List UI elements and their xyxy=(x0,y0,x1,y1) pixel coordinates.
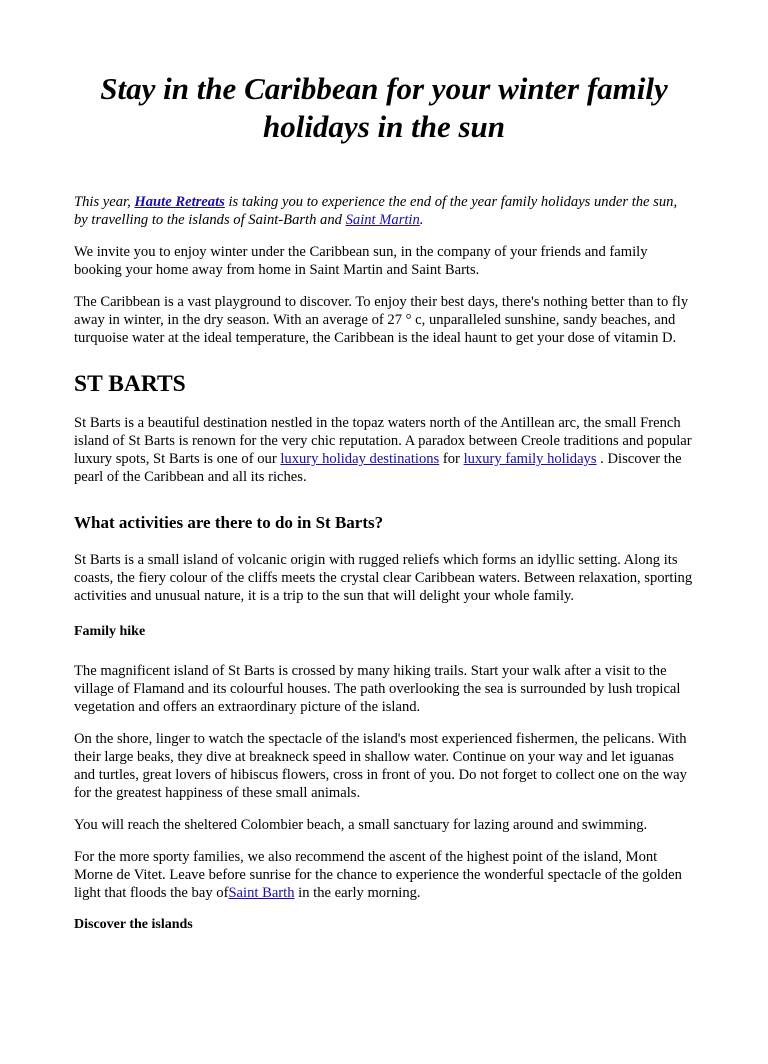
saint-martin-link[interactable]: Saint Martin xyxy=(345,212,420,228)
st-barts-text-middle: for xyxy=(439,451,464,467)
luxury-family-holidays-link[interactable]: luxury family holidays xyxy=(463,451,597,467)
heading-st-barts: ST BARTS xyxy=(74,371,186,397)
paragraph-st-barts xyxy=(74,414,694,486)
heading-discover-islands: Discover the islands xyxy=(74,917,193,932)
st-barts-text-start: St Barts is a beautiful destination nestled in the topaz waters north of the Antillean arc, the small French island of St Barts is renown for the very chic reputation. A paradox between Creole traditions and popular luxury spots, St Barts is one of our xyxy=(74,415,692,467)
paragraph-caribbean: The Caribbean is a vast playground to discover. To enjoy their best days, there's nothing better than to fly away in winter, in the dry season. With an average of 27 ° c, unparalleled sunshine, sandy beaches, and turquoise water at the ideal temperature, the Caribbean is the ideal haunt to get your dose of vitamin D. xyxy=(74,294,689,346)
paragraph-hike-4 xyxy=(74,848,694,902)
hike-4-text-end: in the early morning. xyxy=(294,885,421,901)
luxury-holiday-destinations-link[interactable]: luxury holiday destinations xyxy=(280,451,440,467)
paragraph-hike-2: On the shore, linger to watch the spectacle of the island's most experienced fishermen, the pelicans. With their large beaks, they dive at breakneck speed in shallow water. Continue on your way and let iguanas and turtles, great lovers of hibiscus flowers, cross in front of you. Do not forget to collect one on the way for the greatest happiness of these small animals. xyxy=(74,731,687,801)
heading-family-hike: Family hike xyxy=(74,624,146,639)
intro-paragraph xyxy=(74,193,694,229)
paragraph-hike-1: The magnificent island of St Barts is crossed by many hiking trails. Start your walk after a visit to the village of Flamand and its colourful houses. The path overlooking the sea is surrounded by lush tropical vegetation and offers an extraordinary picture of the island. xyxy=(74,663,681,715)
paragraph-activities: St Barts is a small island of volcanic origin with rugged reliefs which forms an idyllic setting. Along its coasts, the fiery colour of the cliffs meets the crystal clear Caribbean waters. Between relaxation, sporting activities and unusual nature, it is a trip to the sun that will delight your whole family. xyxy=(74,552,693,604)
st-barts-text-end: . Discover the pearl of the Caribbean and all its riches. xyxy=(74,451,682,485)
page-title: Stay in the Caribbean for your winter family holidays in the sun xyxy=(100,71,668,144)
saint-barth-link[interactable]: Saint Barth xyxy=(228,885,295,901)
heading-activities: What activities are there to do in St Barts? xyxy=(74,513,384,532)
intro-text-middle: is taking you to experience the end of the year family holidays under the sun, by travelling to the islands of Saint-Barth and xyxy=(74,194,678,228)
haute-retreats-link[interactable]: Haute Retreats xyxy=(134,194,225,210)
intro-text-end: . xyxy=(419,212,424,228)
paragraph-invite: We invite you to enjoy winter under the Caribbean sun, in the company of your friends and family booking your home away from home in Saint Martin and Saint Barts. xyxy=(74,244,648,278)
paragraph-hike-3: You will reach the sheltered Colombier beach, a small sanctuary for lazing around and swimming. xyxy=(74,817,648,833)
hike-4-text-start: For the more sporty families, we also recommend the ascent of the highest point of the island, Mont Morne de Vitet. Leave before sunrise for the chance to experience the wonderful spectacle of the golden light that floods the bay of xyxy=(74,849,682,901)
intro-text-start: This year, xyxy=(74,194,135,210)
document-page xyxy=(0,70,768,1064)
